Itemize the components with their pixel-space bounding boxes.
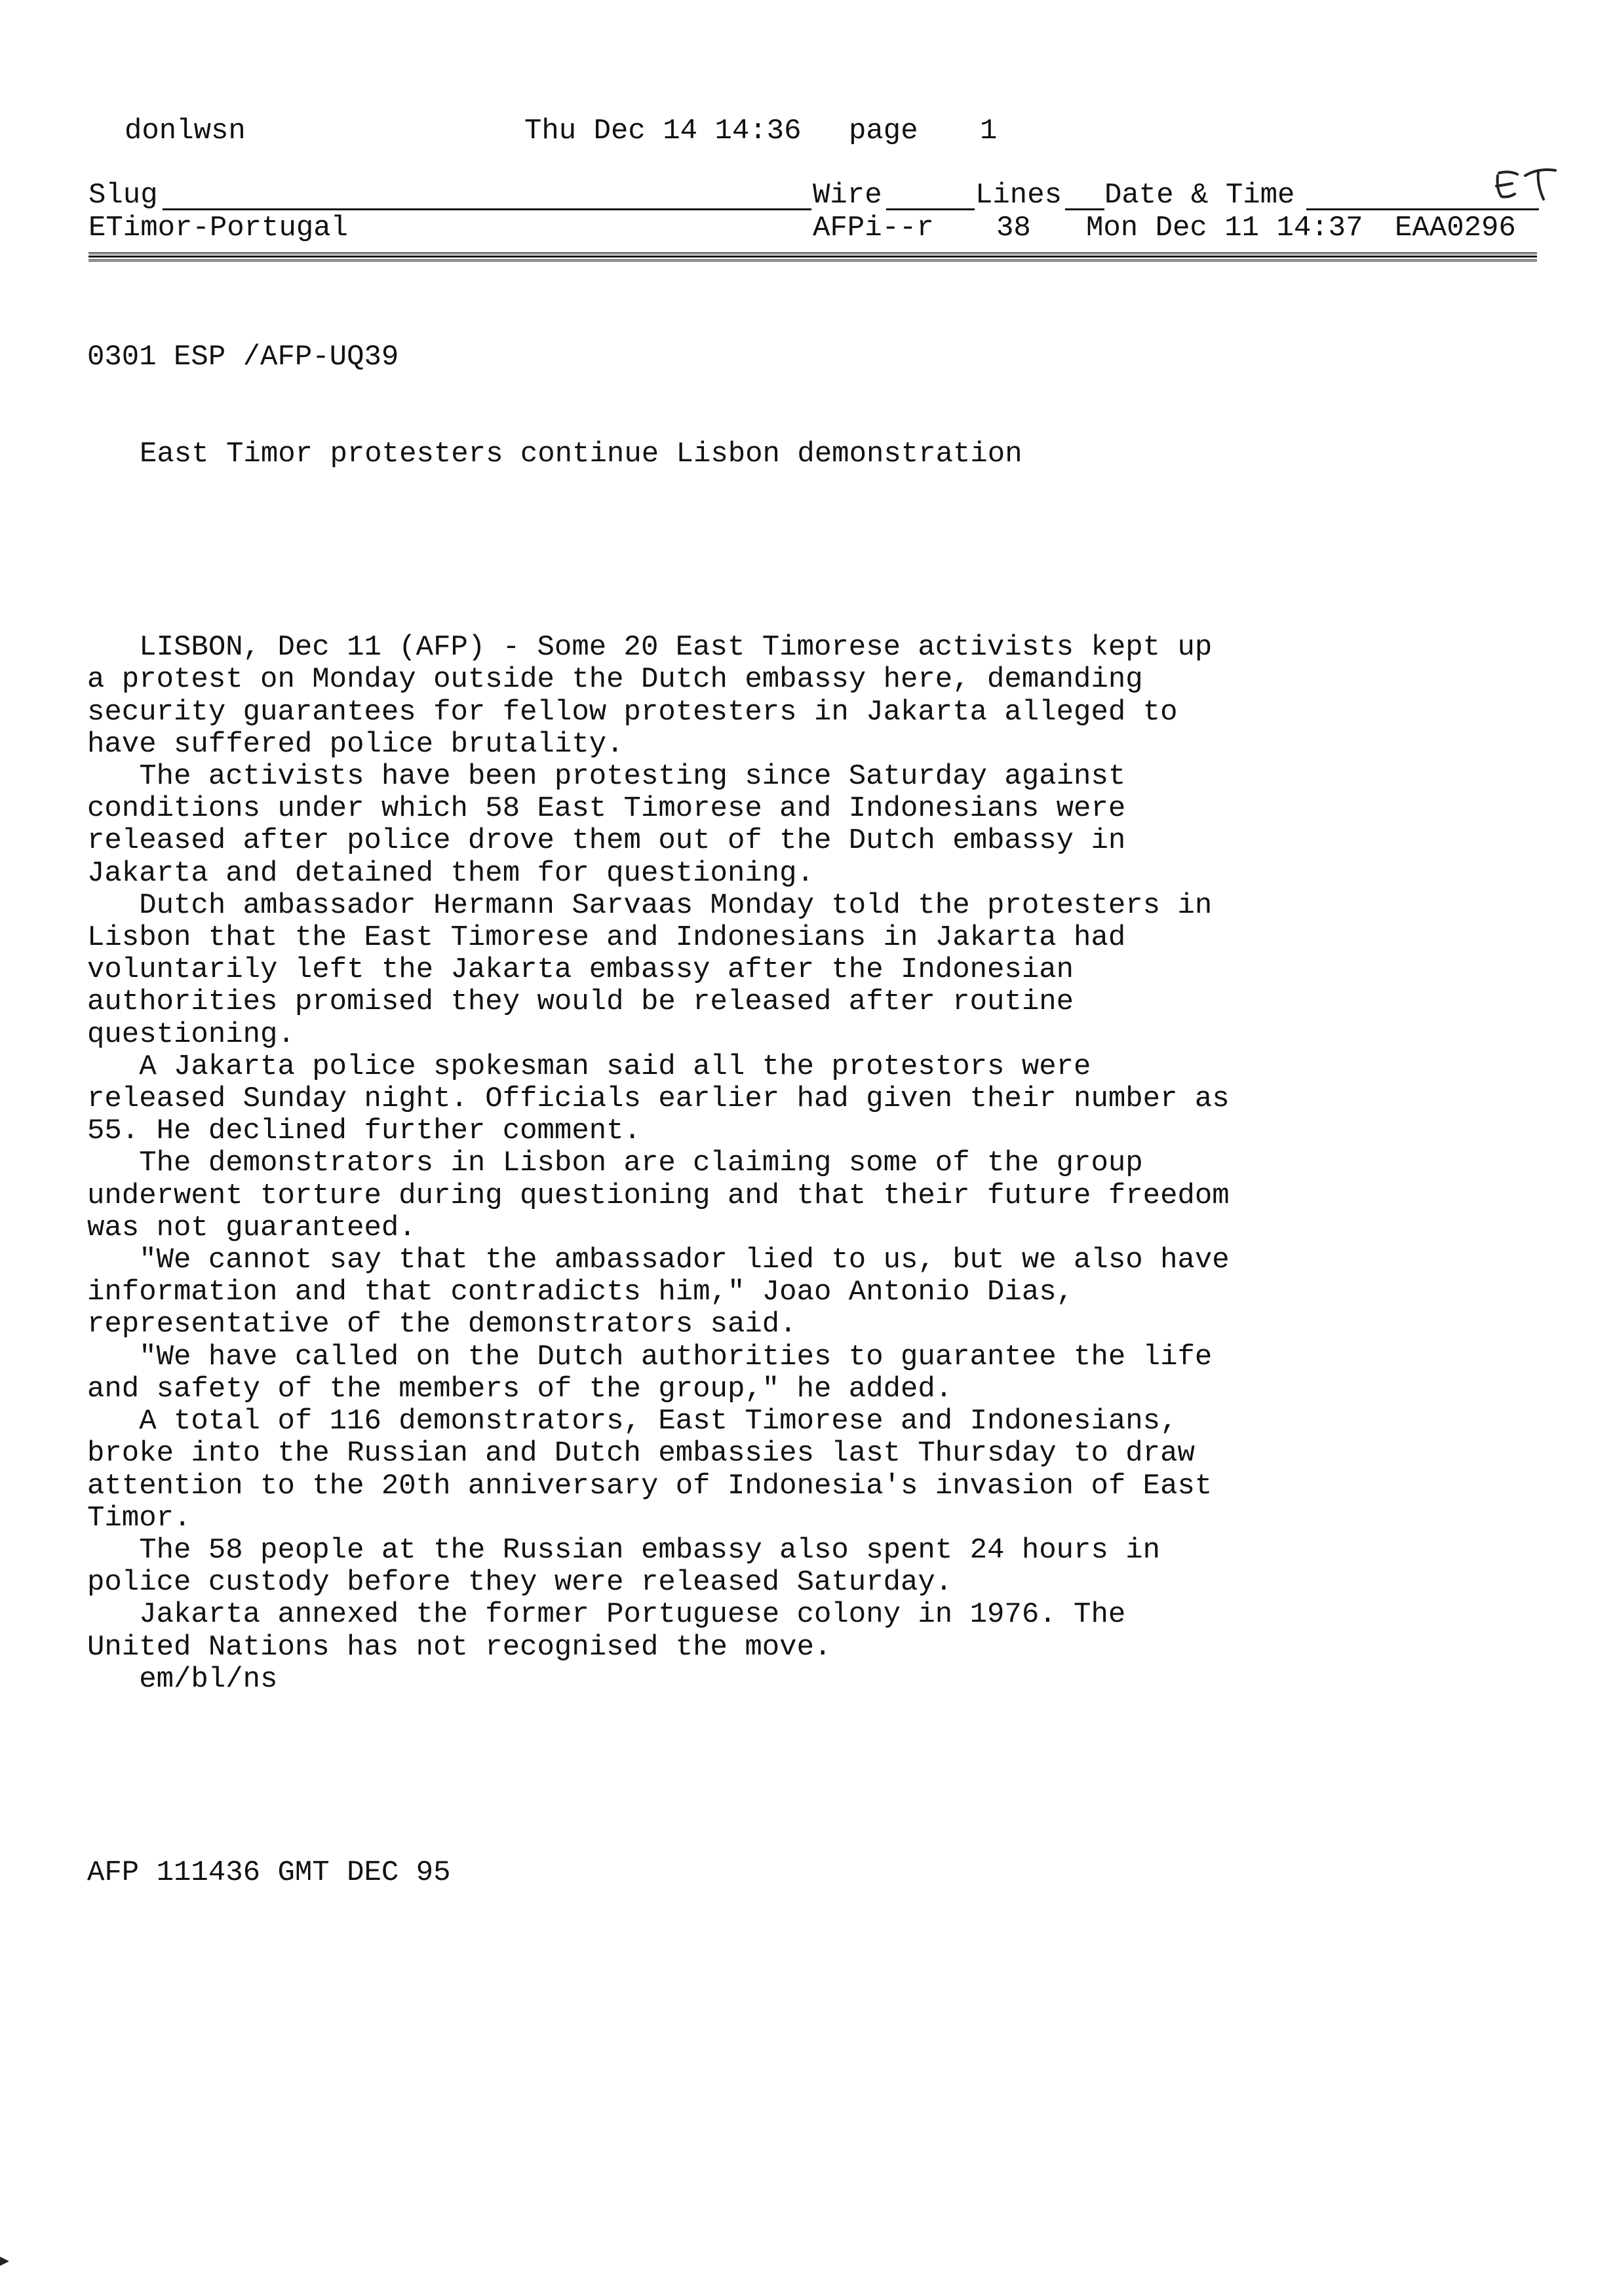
printhead-page-label: page: [849, 115, 918, 147]
wire-field-rule: [886, 208, 975, 210]
story-line: attention to the 20th anniversary of Indonesia's invasion of East: [87, 1469, 1213, 1502]
story-line: A Jakarta police spokesman said all the protestors were: [87, 1050, 1091, 1083]
story-code: 0301 ESP /AFP-UQ39: [87, 341, 399, 374]
header-value-slug: ETimor-Portugal: [88, 212, 349, 244]
story-line: United Nations has not recognised the move.: [87, 1630, 832, 1664]
slug-field-rule: [163, 208, 811, 210]
header-value-lines: 38: [996, 212, 1031, 244]
header-label-wire: Wire: [813, 179, 882, 212]
story-line: A total of 116 demonstrators, East Timorese and Indonesians,: [87, 1405, 1178, 1438]
header-separator: [88, 252, 1537, 261]
story-line: em/bl/ns: [87, 1662, 278, 1696]
story-line: Jakarta and detained them for questioning.: [87, 856, 814, 890]
header-label-lines: Lines: [975, 179, 1062, 212]
story-line: questioning.: [87, 1018, 295, 1051]
story-line: LISBON, Dec 11 (AFP) - Some 20 East Timorese activists kept up: [87, 631, 1213, 664]
story-line: "We have called on the Dutch authorities to guarantee the life: [87, 1340, 1213, 1373]
story-line: underwent torture during questioning and that their future freedom: [87, 1179, 1230, 1212]
story-line: authorities promised they would be released after routine: [87, 985, 1074, 1019]
story-line: Jakarta annexed the former Portuguese colony in 1976. The: [87, 1598, 1126, 1632]
printhead-page-number: 1: [980, 115, 998, 147]
story-lines: [87, 632, 1562, 1696]
story-line: 55. He declined further comment.: [87, 1115, 641, 1148]
story-line: and safety of the members of the group," he added.: [87, 1372, 953, 1406]
story-headline: East Timor protesters continue Lisbon demonstration: [140, 438, 1022, 471]
story-line: was not guaranteed.: [87, 1211, 416, 1244]
story-line: The 58 people at the Russian embassy also spent 24 hours in: [87, 1533, 1161, 1567]
story-line: Lisbon that the East Timorese and Indonesians in Jakarta had: [87, 921, 1126, 955]
story-line: conditions under which 58 East Timorese and Indonesians were: [87, 792, 1126, 826]
story-line: voluntarily left the Jakarta embassy after the Indonesian: [87, 953, 1074, 987]
story-line: Dutch ambassador Hermann Sarvaas Monday told the protesters in: [87, 889, 1213, 922]
printhead-datetime: Thu Dec 14 14:36: [524, 115, 802, 147]
handwritten-note-text: ET: [1491, 156, 1492, 157]
story-line: The activists have been protesting since Saturday against: [87, 760, 1126, 794]
story-line: have suffered police brutality.: [87, 727, 624, 761]
story-line: information and that contradicts him," Joao Antonio Dias,: [87, 1276, 1074, 1309]
header-value-date-time: Mon Dec 11 14:37: [1086, 212, 1363, 244]
story-line: "We cannot say that the ambassador lied to us, but we also have: [87, 1244, 1230, 1277]
story-line: broke into the Russian and Dutch embassies last Thursday to draw: [87, 1437, 1195, 1470]
header-label-date-time: Date & Time: [1104, 179, 1295, 212]
scan-edge-mark-icon: [0, 2254, 10, 2268]
story-line: released after police drove them out of the Dutch embassy in: [87, 824, 1126, 858]
story-line: a protest on Monday outside the Dutch embassy here, demanding: [87, 663, 1143, 697]
header-value-id: EAA0296: [1395, 212, 1516, 244]
story-footer: AFP 111436 GMT DEC 95: [87, 1856, 451, 1889]
handwritten-note-et: [1491, 156, 1570, 215]
story-line: police custody before they were released Saturday.: [87, 1566, 953, 1599]
printhead-user: donlwsn: [125, 115, 246, 147]
story-line: The demonstrators in Lisbon are claiming some of the group: [87, 1147, 1143, 1180]
story-line: representative of the demonstrators said.: [87, 1308, 797, 1341]
story-body: [87, 277, 1562, 1921]
lines-field-rule: [1065, 208, 1104, 210]
header-label-slug: Slug: [88, 179, 158, 212]
story-line: security guarantees for fellow protesters in Jakarta alleged to: [87, 695, 1178, 729]
header-value-wire: AFPi--r: [813, 212, 934, 244]
story-line: Timor.: [87, 1501, 191, 1535]
story-line: released Sunday night. Officials earlier had given their number as: [87, 1082, 1230, 1116]
